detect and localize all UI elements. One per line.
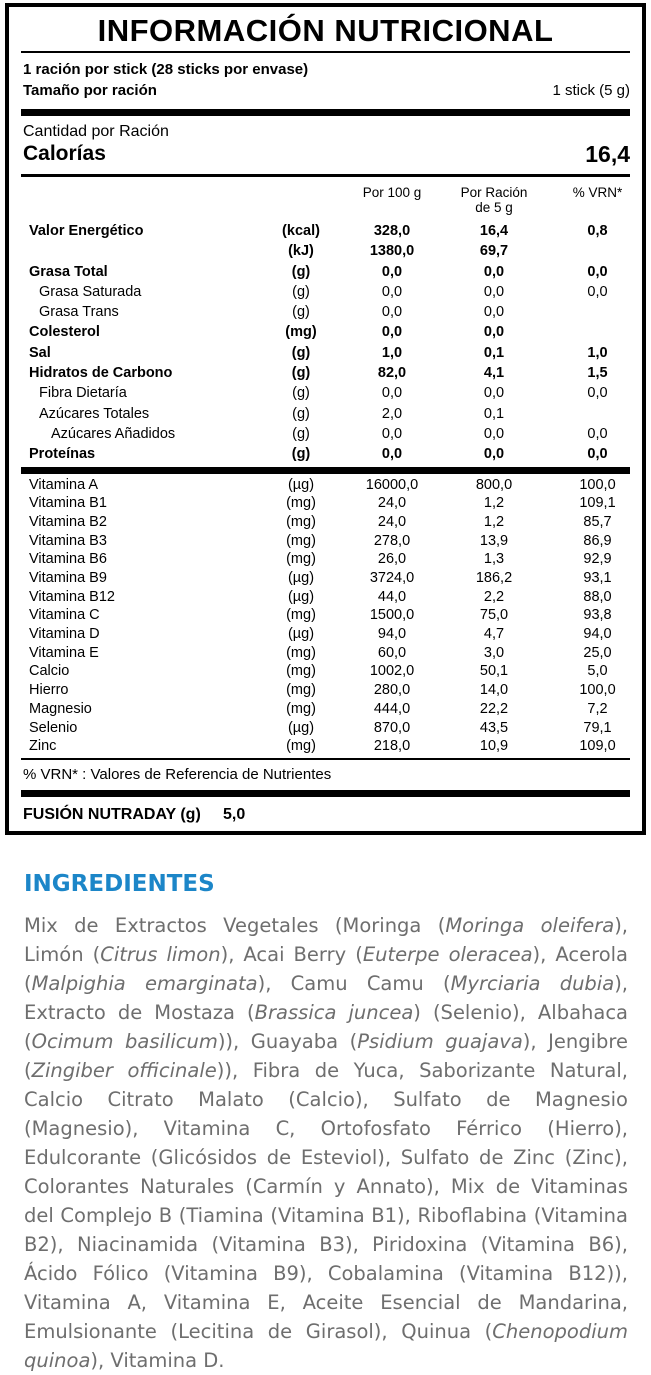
amount-per-serving-label: Cantidad por Ración (23, 123, 169, 140)
table-row (23, 700, 630, 719)
cell-unit: (g) (292, 385, 310, 402)
cell-per5: 14,0 (479, 682, 509, 699)
calories-value: 16,4 (585, 141, 630, 167)
cell-unit: (kcal) (282, 223, 320, 239)
cell-vrn: 93,1 (583, 570, 612, 586)
ingredients-heading: INGREDIENTES (24, 870, 215, 897)
cell-name: Magnesio (29, 700, 92, 717)
cell-per100: 94,0 (377, 626, 407, 643)
cell-unit: (mg) (286, 551, 316, 568)
cell-per5: 3,0 (483, 644, 505, 661)
ingredient-text: ), Vitamina D. (90, 1348, 225, 1372)
cell-vrn: 0,0 (587, 446, 608, 463)
ingredient-scientific-name: Citrus limon (100, 942, 221, 966)
table-row (23, 681, 630, 700)
cell-name: Vitamina B12 (29, 588, 115, 605)
ingredient-scientific-name: Malpighia emarginata (31, 971, 258, 995)
cell-name: Grasa Saturada (39, 283, 142, 300)
cell-per100: 82,0 (377, 365, 407, 382)
cell-per100: 0,0 (381, 283, 403, 300)
cell-name: Colesterol (29, 324, 100, 341)
cell-name: Zinc (29, 738, 57, 755)
table-row (23, 513, 630, 532)
cell-per5: 4,1 (483, 365, 505, 382)
cell-vrn: 25,0 (583, 644, 612, 661)
cell-per5: 0,0 (483, 385, 505, 402)
cell-unit: (g) (291, 365, 311, 382)
cell-per5: 22,2 (479, 700, 509, 717)
cell-unit: (mg) (286, 495, 316, 512)
cell-per100: 870,0 (373, 719, 411, 736)
cell-unit: (mg) (286, 738, 316, 755)
ingredient-text: ), Camu Camu ( (257, 971, 451, 995)
cell-per100: 0,0 (381, 425, 403, 442)
cell-per100: 44,0 (377, 588, 407, 605)
cell-vrn: 0,8 (587, 223, 608, 239)
cell-per100: 1002,0 (369, 663, 415, 680)
cell-per5: 13,9 (479, 532, 509, 549)
cell-per100: 3724,0 (369, 570, 415, 586)
ingredient-scientific-name: Ocimum basilicum (31, 1029, 218, 1053)
cell-unit: (mg) (286, 513, 316, 530)
cell-vrn: 0,0 (587, 263, 608, 280)
cell-vrn: 94,0 (583, 626, 612, 643)
cell-vrn: 7,2 (587, 700, 608, 717)
cell-per5: 0,0 (483, 446, 505, 463)
cell-name: Sal (29, 344, 51, 361)
cell-name: Fibra Dietaría (39, 385, 127, 402)
cell-per100: 1500,0 (369, 607, 415, 624)
cell-vrn: 86,9 (583, 532, 612, 549)
micronutrient-rows (9, 474, 642, 758)
col-header-vrn: % VRN* (572, 185, 623, 200)
cell-name: Grasa Total (29, 263, 108, 280)
cell-vrn: 109,1 (579, 495, 616, 512)
cell-per5: 75,0 (479, 607, 509, 624)
nutrition-facts-panel (5, 3, 646, 835)
cell-vrn: 100,0 (579, 476, 616, 493)
cell-vrn: 100,0 (579, 682, 616, 699)
cell-unit: (g) (291, 263, 311, 280)
cell-per5: 0,1 (483, 405, 505, 422)
cell-name: Vitamina B3 (29, 532, 107, 549)
cell-per5: 0,0 (483, 304, 505, 321)
col-header-per-serving: Por Ración de 5 g (460, 185, 528, 215)
cell-name: Grasa Trans (39, 304, 119, 321)
ingredient-text: )), Guayaba ( (217, 1029, 358, 1053)
cell-name: Vitamina C (29, 607, 100, 624)
cell-unit: (mg) (286, 700, 316, 717)
table-row (23, 625, 630, 644)
serving-size-value: 1 stick (5 g) (552, 82, 630, 99)
cell-name: Proteínas (29, 446, 96, 463)
fusion-label: FUSIÓN NUTRADAY (g) (23, 805, 201, 823)
cell-unit: (µg) (287, 626, 315, 643)
fusion-value: 5,0 (223, 805, 246, 823)
calories-label: Calorías (23, 142, 106, 165)
ingredient-scientific-name: Myrciaria dubia (450, 971, 615, 995)
cell-name: Vitamina B6 (29, 551, 107, 568)
cell-per100: 0,0 (381, 385, 403, 402)
cell-vrn: 1,0 (587, 344, 608, 361)
cell-unit: (mg) (286, 682, 316, 699)
table-row (23, 262, 630, 282)
serving-size-label: Tamaño por ración (23, 82, 157, 99)
ingredient-text: ), Extracto de Mostaza ( (24, 971, 628, 1024)
cell-per100: 1,0 (381, 344, 403, 361)
table-row (23, 588, 630, 607)
ingredient-scientific-name: Psidium guajava (357, 1029, 523, 1053)
table-row (23, 569, 630, 588)
table-row (23, 424, 630, 444)
panel-title: INFORMACIÓN NUTRICIONAL (97, 13, 554, 48)
ingredients-text (24, 911, 628, 1375)
table-row (23, 241, 630, 261)
table-row (23, 606, 630, 625)
cell-per5: 10,9 (479, 738, 509, 755)
cell-unit: (mg) (286, 607, 316, 624)
divider (21, 790, 630, 797)
cell-name: Azúcares Totales (39, 405, 150, 422)
cell-name: Calcio (29, 663, 70, 680)
cell-per100: 60,0 (377, 644, 407, 661)
ingredient-text: Mix de Extractos Vegetales (Moringa ( (24, 913, 446, 937)
cell-per100: 0,0 (381, 324, 403, 341)
cell-per5: 0,0 (483, 263, 505, 280)
cell-name: Valor Energético (29, 223, 144, 239)
cell-per100: 328,0 (373, 223, 411, 239)
ingredient-scientific-name: Chenopodium quinoa (24, 1319, 628, 1372)
cell-per100: 1380,0 (369, 243, 415, 260)
cell-unit: (g) (292, 405, 310, 422)
cell-name: Azúcares Añadidos (51, 425, 176, 442)
cell-unit: (kJ) (288, 243, 314, 260)
cell-per5: 1,3 (483, 551, 505, 568)
cell-vrn: 79,1 (583, 719, 612, 736)
cell-per5: 0,0 (483, 324, 505, 341)
cell-per100: 278,0 (373, 532, 411, 549)
cell-name: Vitamina D (29, 626, 100, 643)
ingredient-scientific-name: Moringa oleifera (445, 913, 615, 937)
cell-unit: (g) (292, 283, 310, 300)
ingredient-text: ), Limón ( (24, 913, 628, 966)
cell-unit: (g) (291, 344, 311, 361)
cell-vrn: 1,5 (587, 365, 608, 382)
cell-per100: 24,0 (377, 495, 407, 512)
cell-per100: 2,0 (381, 405, 403, 422)
cell-per5: 800,0 (475, 476, 513, 493)
cell-per100: 16000,0 (365, 476, 419, 493)
cell-unit: (g) (291, 446, 311, 463)
ingredient-text: ) (Selenio), Albahaca ( (24, 1000, 628, 1053)
cell-vrn: 93,8 (583, 607, 612, 624)
cell-vrn: 5,0 (587, 663, 608, 680)
col-header-per100: Por 100 g (362, 185, 422, 200)
table-row (23, 383, 630, 403)
table-row (23, 494, 630, 513)
table-row (23, 343, 630, 363)
cell-unit: (g) (292, 304, 310, 321)
cell-per100: 24,0 (377, 513, 407, 530)
cell-per5: 69,7 (479, 243, 509, 260)
cell-vrn: 109,0 (579, 738, 616, 755)
column-header-row (9, 177, 642, 219)
cell-per5: 0,1 (483, 344, 505, 361)
cell-per100: 280,0 (373, 682, 411, 699)
table-row (23, 322, 630, 342)
cell-name: Hidratos de Carbono (29, 365, 173, 382)
cell-per5: 1,2 (483, 495, 505, 512)
cell-name: Selenio (29, 719, 78, 736)
cell-name: Vitamina E (29, 644, 99, 661)
cell-vrn: 85,7 (583, 513, 612, 530)
cell-per5: 0,0 (483, 425, 505, 442)
cell-vrn: 88,0 (583, 588, 612, 605)
cell-vrn: 0,0 (587, 425, 608, 442)
ingredient-scientific-name: Zingiber officinale (31, 1058, 217, 1082)
cell-unit: (mg) (286, 532, 316, 549)
ingredient-text: ), Jengibre ( (24, 1029, 629, 1082)
table-row (23, 302, 630, 322)
cell-unit: (µg) (287, 719, 315, 736)
cell-per5: 43,5 (479, 719, 509, 736)
cell-unit: (µg) (287, 476, 315, 493)
vrn-footnote: % VRN* : Valores de Referencia de Nutrientes (23, 765, 332, 783)
cell-unit: (µg) (287, 588, 315, 605)
table-row (23, 644, 630, 663)
table-row (23, 550, 630, 569)
cell-name: Vitamina A (29, 476, 99, 493)
cell-per100: 0,0 (381, 446, 403, 463)
cell-per100: 218,0 (373, 738, 411, 755)
table-row (23, 476, 630, 495)
table-row (23, 532, 630, 551)
calories-section (9, 116, 642, 174)
table-row (23, 221, 630, 241)
cell-unit: (mg) (286, 663, 316, 680)
servings-per-container: 1 ración por stick (28 sticks por envase) (23, 61, 309, 78)
table-row (23, 404, 630, 424)
cell-name: Vitamina B2 (29, 513, 107, 530)
cell-name: Vitamina B9 (29, 570, 107, 586)
ingredient-text: ), Acai Berry ( (220, 942, 363, 966)
ingredient-text: )), Fibra de Yuca, Saborizante Natural, Calcio Citrato Malato (Calcio), Sulfato de Magnesio (Magnesio), Vitamina C, Ortofosfato Férrico (Hierro), Edulcorante (Glicósidos de Esteviol), Sulfato de Zinc (Zinc), Colorantes Naturales (Carmín y Annato), Mix de Vitaminas del Complejo B (Tiamina (Vitamina B1), Riboflabina (Vitamina B2), Niacinamida (Vitamina B3), Piridoxina (Vitamina B6), Ácido Fólico (Vitamina B9), Cobalamina (Vitamina B12)), Vitamina A, Vitamina E, Aceite Esencial de Mandarina, Emulsionante (Lecitina de Girasol), Quinua ( (24, 1058, 629, 1343)
cell-per5: 4,7 (483, 626, 505, 643)
cell-unit: (mg) (286, 644, 316, 661)
cell-per5: 16,4 (479, 223, 509, 239)
cell-unit: (µg) (287, 570, 315, 586)
table-row (23, 444, 630, 464)
divider (21, 109, 630, 116)
fusion-row (9, 797, 642, 831)
table-row (23, 737, 630, 756)
cell-name: Vitamina B1 (29, 495, 107, 512)
cell-name: Hierro (29, 682, 69, 699)
table-row (23, 662, 630, 681)
cell-unit: (mg) (285, 324, 317, 341)
cell-per5: 1,2 (483, 513, 505, 530)
ingredient-text: ), Acerola ( (24, 942, 628, 995)
cell-vrn: 92,9 (583, 551, 612, 568)
cell-per5: 50,1 (479, 663, 509, 680)
cell-vrn: 0,0 (587, 385, 608, 402)
cell-per100: 26,0 (377, 551, 407, 568)
macronutrient-rows (9, 219, 642, 467)
cell-per5: 186,2 (475, 570, 513, 586)
cell-vrn: 0,0 (587, 283, 608, 300)
ingredients-section (0, 835, 651, 1375)
cell-per100: 0,0 (381, 304, 403, 321)
cell-unit: (g) (292, 425, 310, 442)
divider (21, 467, 630, 474)
cell-per100: 0,0 (381, 263, 403, 280)
cell-per100: 444,0 (373, 700, 411, 717)
ingredient-scientific-name: Brassica juncea (254, 1000, 414, 1024)
serving-info (9, 53, 642, 109)
cell-per5: 2,2 (483, 588, 505, 605)
table-row (23, 282, 630, 302)
ingredient-scientific-name: Euterpe oleracea (362, 942, 533, 966)
table-row (23, 363, 630, 383)
cell-per5: 0,0 (483, 283, 505, 300)
table-row (23, 719, 630, 738)
